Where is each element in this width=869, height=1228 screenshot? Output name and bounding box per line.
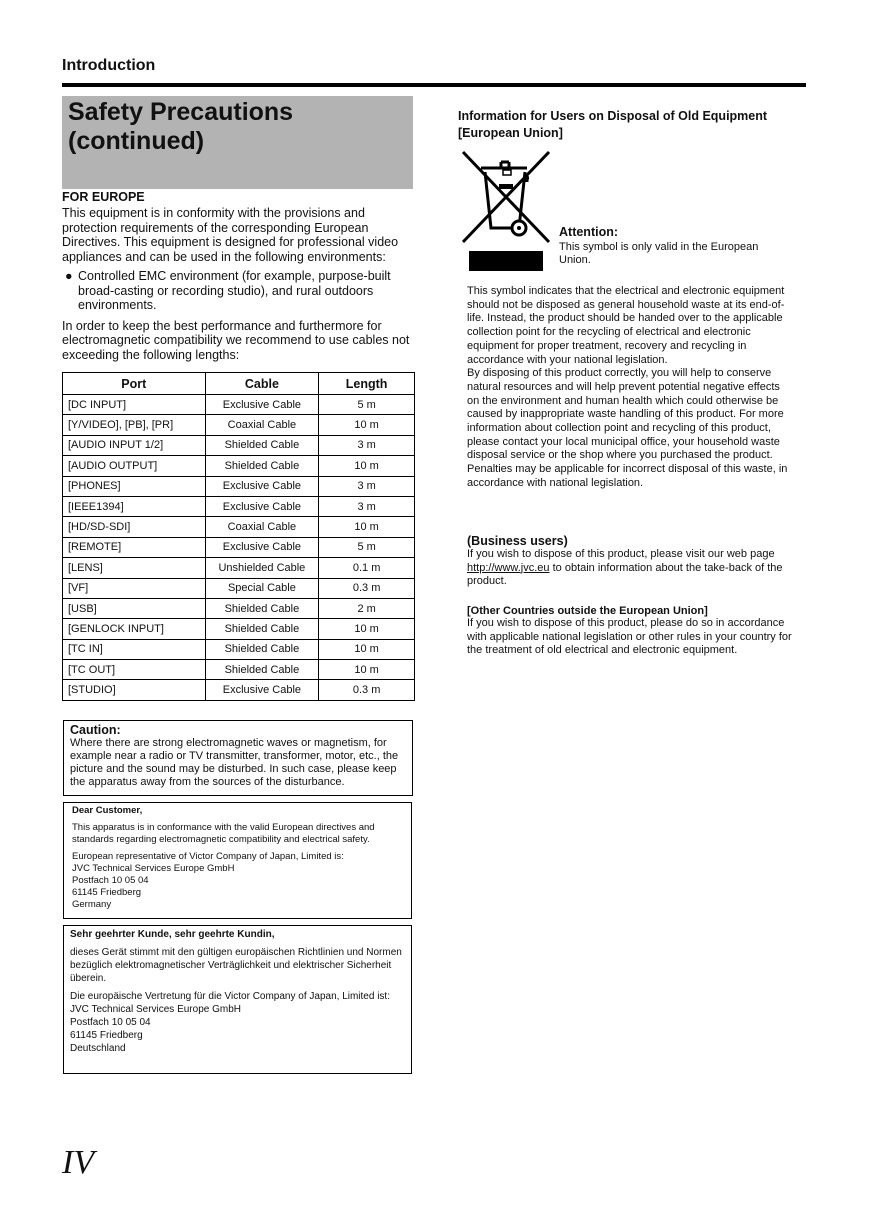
for-europe-heading: FOR EUROPE [62, 190, 145, 204]
cell-port: [AUDIO INPUT 1/2] [63, 435, 206, 455]
cell-length: 10 m [319, 415, 415, 435]
cell-length: 0.3 m [319, 578, 415, 598]
caution-body: Where there are strong electromagnetic waves or magnetism, for example near a radio or TV transmitter, transformer, motor, etc., the picture and the sound may be disturbed. In such case, please keep the apparatus away from the sources of the disturbance. [70, 737, 399, 788]
table-row [63, 537, 415, 557]
cell-length: 3 m [319, 435, 415, 455]
table-row [63, 660, 415, 680]
cell-port: [TC OUT] [63, 660, 206, 680]
table-row [63, 680, 415, 700]
bullet-dot-icon: ● [65, 269, 73, 283]
dear-customer-box [63, 802, 412, 919]
address-line: Postfach 10 05 04 [72, 875, 149, 886]
cell-port: [AUDIO OUTPUT] [63, 456, 206, 476]
other-countries-heading: [Other Countries outside the European Union] [467, 605, 708, 617]
cell-cable: Shielded Cable [205, 619, 319, 639]
other-countries-block [467, 605, 792, 658]
table-row [63, 496, 415, 516]
cell-length: 0.1 m [319, 558, 415, 578]
sehr-rep: Die europäische Vertretung für die Victor Company of Japan, Limited ist: [70, 991, 390, 1002]
title-line-1: Safety Precautions [68, 98, 294, 126]
cell-cable: Exclusive Cable [205, 476, 319, 496]
europe-bullet-text: Controlled EMC environment (for example, purpose-built broad-casting or recording studio), and rural outdoors environments. [78, 269, 391, 312]
cell-cable: Exclusive Cable [205, 680, 319, 700]
cell-cable: Coaxial Cable [205, 517, 319, 537]
cell-cable: Exclusive Cable [205, 537, 319, 557]
cell-cable: Shielded Cable [205, 598, 319, 618]
disposal-section [458, 108, 798, 142]
cell-cable: Exclusive Cable [205, 496, 319, 516]
address-line: 61145 Friedberg [70, 1030, 143, 1041]
address-line: Deutschland [70, 1043, 126, 1054]
crossed-out-wheelie-bin-icon [461, 150, 551, 277]
business-text-after: to obtain information about the take-back of the product. [467, 561, 783, 588]
cell-cable: Shielded Cable [205, 660, 319, 680]
jvc-website-link[interactable]: http://www.jvc.eu [467, 561, 550, 574]
table-row [63, 456, 415, 476]
cell-length: 3 m [319, 496, 415, 516]
table-header-row [63, 373, 415, 395]
dear-customer-body: This apparatus is in conformance with the valid European directives and standards regarding electromagnetic compatibility and electrical safety. [72, 822, 375, 845]
attention-block [559, 225, 789, 267]
attention-body: This symbol is only valid in the European Union. [559, 241, 759, 266]
page-number: IV [62, 1144, 95, 1181]
cell-port: [IEEE1394] [63, 496, 206, 516]
attention-heading: Attention: [559, 225, 619, 239]
cell-cable: Shielded Cable [205, 639, 319, 659]
cell-length: 10 m [319, 660, 415, 680]
cell-port: [STUDIO] [63, 680, 206, 700]
cell-port: [HD/SD-SDI] [63, 517, 206, 537]
caution-heading: Caution: [70, 723, 121, 737]
cell-length: 10 m [319, 639, 415, 659]
cell-port: [TC IN] [63, 639, 206, 659]
cell-length: 10 m [319, 456, 415, 476]
page-title [68, 98, 293, 156]
cell-port: [VF] [63, 578, 206, 598]
disposal-title: Information for Users on Disposal of Old Equipment [European Union] [458, 109, 768, 140]
sehr-body: dieses Gerät stimmt mit den gültigen europäischen Richtlinien und Normen bezüglich elektromagnetischer Verträglichkeit und elektrischer Sicherheit überein. [70, 947, 402, 984]
address-line: 61145 Friedberg [72, 887, 142, 898]
disposal-text [467, 285, 792, 491]
other-countries-body: If you wish to dispose of this product, please do so in accordance with applicable national legislation or other rules in your country for the treatment of old electrical and electronic equipment. [467, 617, 792, 657]
cell-cable: Unshielded Cable [205, 558, 319, 578]
dear-customer-heading: Dear Customer, [72, 805, 143, 816]
cell-cable: Shielded Cable [205, 456, 319, 476]
table-row [63, 415, 415, 435]
business-text-before: If you wish to dispose of this product, please visit our web page [467, 548, 775, 560]
business-heading: (Business users) [467, 534, 568, 548]
cell-port: [Y/VIDEO], [PB], [PR] [63, 415, 206, 435]
cell-port: [REMOTE] [63, 537, 206, 557]
title-line-2: (continued) [68, 127, 205, 155]
address-line: Postfach 10 05 04 [70, 1017, 151, 1028]
cell-port: [LENS] [63, 558, 206, 578]
cell-length: 10 m [319, 619, 415, 639]
europe-intro: This equipment is in conformity with the provisions and protection requirements of the corresponding European Directives. This equipment is designed for professional video appliances and can be used in the following environments: [62, 206, 399, 264]
table-row [63, 435, 415, 455]
address-line: JVC Technical Services Europe GmbH [70, 1004, 241, 1015]
disposal-body-2: By disposing of this product correctly, you will help to conserve natural resources and will help prevent potential negative effects on the environment and human health which could otherwise be caused by inappropriate waste handling of this product. For more information about collection point and recycling of this product, please contact your local municipal office, your household waste disposal service or the shop where you purchased the product. Penalties may be applicable for incorrect disposal of this waste, in accordance with national legislation. [467, 367, 788, 489]
cell-cable: Coaxial Cable [205, 415, 319, 435]
cell-length: 10 m [319, 517, 415, 537]
caution-box [63, 720, 413, 796]
cell-length: 5 m [319, 537, 415, 557]
table-row [63, 578, 415, 598]
table-row [63, 598, 415, 618]
europe-section [62, 190, 414, 362]
cell-port: [DC INPUT] [63, 395, 206, 415]
business-users-block [467, 534, 792, 589]
table-row [63, 619, 415, 639]
header-port: Port [63, 373, 206, 395]
sehr-geehrter-box [63, 925, 412, 1074]
cable-length-table [62, 372, 415, 701]
cell-length: 2 m [319, 598, 415, 618]
table-row [63, 517, 415, 537]
table-row [63, 558, 415, 578]
cell-port: [GENLOCK INPUT] [63, 619, 206, 639]
cell-cable: Special Cable [205, 578, 319, 598]
cell-length: 5 m [319, 395, 415, 415]
europe-bullet [62, 269, 414, 313]
cell-port: [PHONES] [63, 476, 206, 496]
disposal-body-1: This symbol indicates that the electrical and electronic equipment should not be disposed as general household waste at its end-of-life. Instead, the product should be handed over to the applicable collection point for the recycling of electrical and electronic equipment for proper treatment, recovery and recycling in accordance with your national legislation. [467, 285, 785, 366]
cell-length: 0.3 m [319, 680, 415, 700]
section-header: Introduction [62, 57, 156, 74]
header-cable: Cable [205, 373, 319, 395]
sehr-heading: Sehr geehrter Kunde, sehr geehrte Kundin, [70, 929, 275, 940]
header-rule [62, 83, 806, 87]
cable-intro: In order to keep the best performance and furthermore for electromagnetic compatibility we recommend to use cables not exceeding the following lengths: [62, 318, 410, 362]
cell-cable: Shielded Cable [205, 435, 319, 455]
table-row [63, 395, 415, 415]
business-body [467, 548, 792, 589]
address-line: Germany [72, 899, 112, 910]
title-box [62, 96, 413, 189]
table-row [63, 639, 415, 659]
header-length: Length [319, 373, 415, 395]
table-row [63, 476, 415, 496]
cell-length: 3 m [319, 476, 415, 496]
cell-cable: Exclusive Cable [205, 395, 319, 415]
cell-port: [USB] [63, 598, 206, 618]
dear-customer-rep: European representative of Victor Company of Japan, Limited is: [72, 851, 344, 862]
address-line: JVC Technical Services Europe GmbH [72, 863, 235, 874]
